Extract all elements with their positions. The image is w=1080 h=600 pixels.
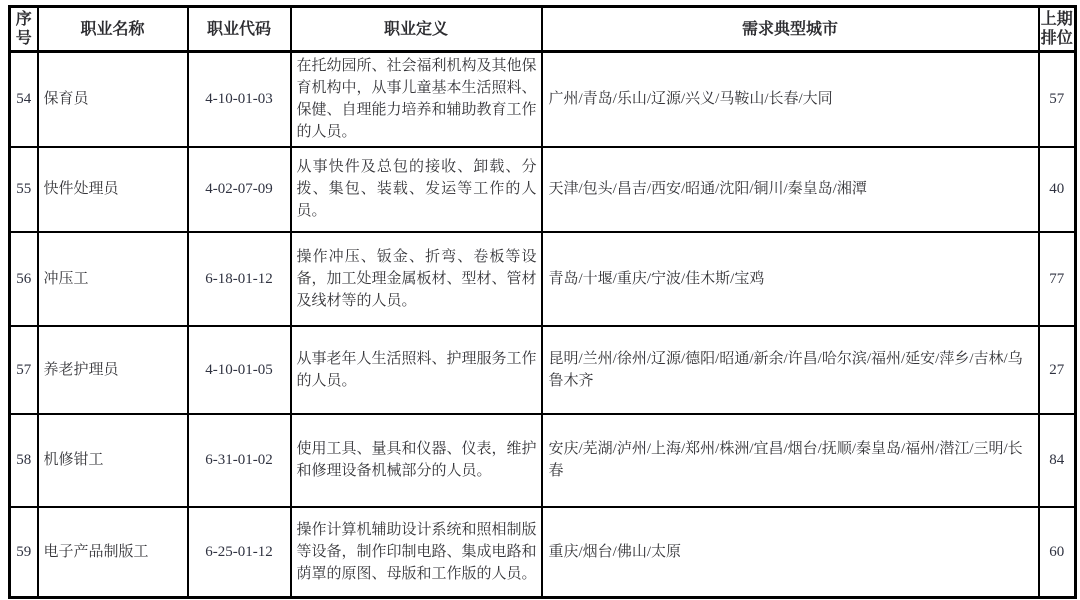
- cell-occupation-name: 保育员: [38, 52, 188, 147]
- table-row: [10, 507, 1076, 598]
- cell-previous-rank: 27: [1039, 326, 1076, 414]
- cell-previous-rank: 60: [1039, 507, 1076, 598]
- cell-serial-number: 54: [10, 52, 38, 147]
- cell-occupation-code: 6-25-01-12: [188, 507, 291, 598]
- cell-occupation-code: 4-10-01-05: [188, 326, 291, 414]
- document-page: [8, 5, 1077, 599]
- header-occupation-code: 职业代码: [188, 7, 291, 52]
- cell-occupation-code: 6-18-01-12: [188, 232, 291, 326]
- cell-previous-rank: 77: [1039, 232, 1076, 326]
- cell-serial-number: 57: [10, 326, 38, 414]
- header-occupation-name: 职业名称: [38, 7, 188, 52]
- cell-serial-number: 58: [10, 414, 38, 507]
- cell-serial-number: 59: [10, 507, 38, 598]
- cell-occupation-code: 4-02-07-09: [188, 147, 291, 232]
- cell-demand-cities: 广州/青岛/乐山/辽源/兴义/马鞍山/长春/大同: [542, 52, 1039, 147]
- cell-occupation-definition: 从事老年人生活照料、护理服务工作的人员。: [291, 326, 542, 414]
- table-body: [10, 52, 1076, 598]
- cell-serial-number: 55: [10, 147, 38, 232]
- table-row: [10, 326, 1076, 414]
- cell-occupation-definition: 从事快件及总包的接收、卸载、分拨、集包、装载、发运等工作的人员。: [291, 147, 542, 232]
- cell-occupation-code: 6-31-01-02: [188, 414, 291, 507]
- cell-occupation-name: 快件处理员: [38, 147, 188, 232]
- cell-occupation-definition: 在托幼园所、社会福利机构及其他保育机构中，从事儿童基本生活照料、保健、自理能力培养和辅助教育工作的人员。: [291, 52, 542, 147]
- cell-demand-cities: 青岛/十堰/重庆/宁波/佳木斯/宝鸡: [542, 232, 1039, 326]
- header-serial-number: 序号: [10, 7, 38, 52]
- header-occupation-definition: 职业定义: [291, 7, 542, 52]
- cell-occupation-definition: 使用工具、量具和仪器、仪表，维护和修理设备机械部分的人员。: [291, 414, 542, 507]
- cell-demand-cities: 安庆/芜湖/泸州/上海/郑州/株洲/宜昌/烟台/抚顺/秦皇岛/福州/潜江/三明/长春: [542, 414, 1039, 507]
- cell-previous-rank: 57: [1039, 52, 1076, 147]
- table-row: [10, 232, 1076, 326]
- cell-demand-cities: 重庆/烟台/佛山/太原: [542, 507, 1039, 598]
- occupations-ranking-table: [8, 5, 1077, 599]
- header-demand-cities: 需求典型城市: [542, 7, 1039, 52]
- table-row: [10, 147, 1076, 232]
- cell-occupation-code: 4-10-01-03: [188, 52, 291, 147]
- cell-previous-rank: 40: [1039, 147, 1076, 232]
- table-row: [10, 414, 1076, 507]
- cell-occupation-name: 冲压工: [38, 232, 188, 326]
- cell-serial-number: 56: [10, 232, 38, 326]
- cell-occupation-name: 机修钳工: [38, 414, 188, 507]
- cell-occupation-definition: 操作冲压、钣金、折弯、卷板等设备，加工处理金属板材、型材、管材及线材等的人员。: [291, 232, 542, 326]
- cell-demand-cities: 天津/包头/昌吉/西安/昭通/沈阳/铜川/秦皇岛/湘潭: [542, 147, 1039, 232]
- cell-demand-cities: 昆明/兰州/徐州/辽源/德阳/昭通/新余/许昌/哈尔滨/福州/延安/萍乡/吉林/乌鲁木齐: [542, 326, 1039, 414]
- cell-occupation-name: 养老护理员: [38, 326, 188, 414]
- header-row: [10, 7, 1076, 52]
- cell-previous-rank: 84: [1039, 414, 1076, 507]
- header-previous-rank: 上期排位: [1039, 7, 1076, 52]
- table-row: [10, 52, 1076, 147]
- cell-occupation-definition: 操作计算机辅助设计系统和照相制版等设备，制作印制电路、集成电路和荫罩的原图、母版和工作版的人员。: [291, 507, 542, 598]
- cell-occupation-name: 电子产品制版工: [38, 507, 188, 598]
